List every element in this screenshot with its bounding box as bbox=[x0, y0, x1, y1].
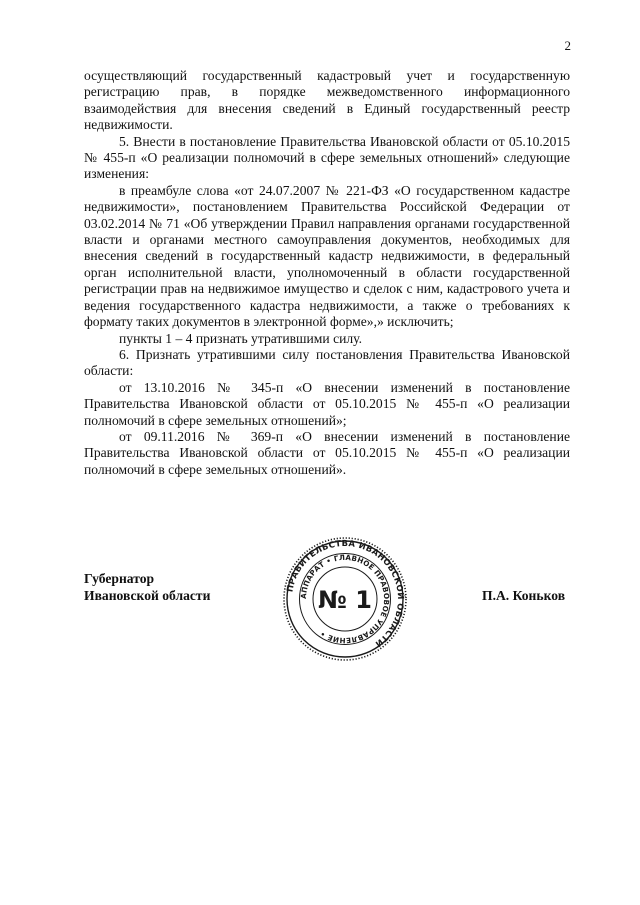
paragraph-repeal-2: от 09.11.2016 № 369-п «О внесении изменений в постановление Правительства Ивановской области от 05.10.2015 № 455-п «О реализации полномочий в сфере земельных отношений». bbox=[84, 428, 570, 477]
document-body bbox=[84, 68, 570, 478]
stamp-inner-text: АППАРАТ • ГЛАВНОЕ ПРАВОВОЕ УПРАВЛЕНИЕ • bbox=[298, 552, 392, 646]
paragraph-repeal-1: от 13.10.2016 № 345-п «О внесении изменений в постановление Правительства Ивановской области от 05.10.2015 № 455-п «О реализации полномочий в сфере земельных отношений»; bbox=[84, 379, 570, 428]
signatory-title bbox=[84, 571, 210, 604]
official-seal-stamp bbox=[282, 536, 408, 662]
signatory-title-line-1: Губернатор bbox=[84, 571, 155, 586]
signatory-name: П.А. Коньков bbox=[482, 588, 566, 603]
stamp-outer-ring bbox=[287, 541, 403, 657]
stamp-outer-serrated-ring bbox=[284, 538, 406, 660]
stamp-outer-text: ПРАВИТЕЛЬСТВА ИВАНОВСКОЙ ОБЛАСТИ bbox=[284, 537, 407, 650]
paragraph-continuation: осуществляющий государственный кадастровый учет и государственную регистрацию прав, в порядке межведомственного информационного взаимодействия для внесения сведений в Единый государственный реестр недвижимости. bbox=[84, 68, 570, 133]
signatory-title-line-2: Ивановской области bbox=[84, 587, 211, 603]
paragraph-item-5: 5. Внести в постановление Правительства Ивановской области от 05.10.2015 № 455-п «О реализации полномочий в сфере земельных отношений» следующие изменения: bbox=[84, 133, 570, 182]
page-number: 2 bbox=[564, 38, 571, 53]
paragraph-item-6: 6. Признать утратившими силу постановления Правительства Ивановской области: bbox=[84, 346, 570, 379]
paragraph-points: пункты 1 – 4 признать утратившими силу. bbox=[119, 330, 363, 346]
stamp-inner-ring bbox=[313, 567, 377, 631]
stamp-middle-ring bbox=[300, 554, 391, 645]
stamp-number: № 1 bbox=[318, 586, 372, 614]
paragraph-preamble: в преамбуле слова «от 24.07.2007 № 221-ФЗ «О государственном кадастре недвижимости», постановлением Правительства Российской Федерации от 03.02.2014 № 71 «Об утверждении Правил направления органами государственной власти и органами местного самоуправления документов, необходимых для внесения сведений в государственный кадастр недвижимости, в федеральный орган исполнительной власти, уполномоченный в области государственной регистрации прав на недвижимое имущество и сделок с ним, кадастрового учета и ведения государственного кадастра недвижимости, а также о требованиях к формату таких документов в электронной форме»,» исключить; bbox=[84, 182, 570, 330]
